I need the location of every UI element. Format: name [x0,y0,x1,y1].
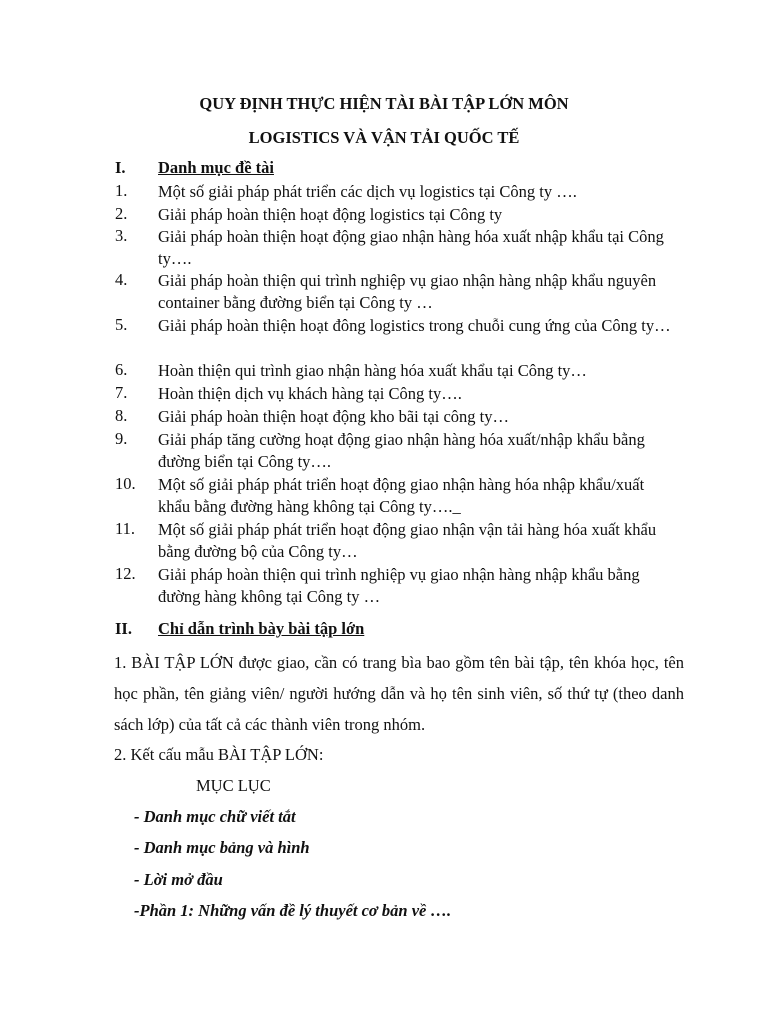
topic-item [115,360,680,382]
topic-item [115,315,680,337]
topic-text: Giải pháp hoàn thiện hoạt động giao nhận hàng hóa xuất nhập khẩu tại Công ty…. [158,227,664,268]
toc-item: - Lời mở đầu [134,870,223,889]
topic-text: Giải pháp tăng cường hoạt động giao nhận hàng hóa xuất/nhập khẩu bằng đường biển tại Công ty…. [158,430,645,471]
topic-item [115,406,680,428]
toc-item: - Danh mục bảng và hình [134,838,310,857]
topic-text: Một số giải pháp phát triển hoạt động giao nhận hàng hóa nhập khẩu/xuất khẩu bằng đường hàng không tại Công ty…._ [158,475,645,516]
topic-item [115,226,680,270]
topic-item [115,204,680,226]
topic-number: 6. [115,360,128,379]
title-line-1: QUY ĐỊNH THỰC HIỆN TÀI BÀI TẬP LỚN MÔN [199,94,569,113]
topic-item [115,270,680,314]
section-2-title: Chỉ dẫn trình bày bài tập lớn [158,619,365,638]
section-1-number: I. [115,158,126,177]
topic-number: 5. [115,315,128,334]
topic-item [115,519,680,563]
topic-item [115,181,680,203]
title-line-2: LOGISTICS VÀ VẬN TẢI QUỐC TẾ [248,128,520,147]
topic-text: Giải pháp hoàn thiện hoạt động logistics tại Công ty [158,205,503,224]
topic-number: 11. [115,519,136,538]
instruction-paragraph-1: 1. BÀI TẬP LỚN được giao, cần có trang bìa bao gồm tên bài tập, tên khóa học, tên học phần, tên giảng viên/ người hướng dẫn và họ tên sinh viên, số thứ tự (theo danh sách lớp) của tất cả các thành viên trong nhóm. [114,653,684,734]
topic-number: 12. [115,564,136,583]
section-2-heading [115,619,364,639]
topic-number: 1. [115,181,128,200]
section-1-heading [115,158,274,178]
topic-text: Giải pháp hoàn thiện qui trình nghiệp vụ giao nhận hàng nhập khẩu nguyên container bằng đường biển tại Công ty … [158,271,657,312]
topic-number: 10. [115,474,136,493]
topic-number: 3. [115,226,128,245]
section-1-title: Danh mục đề tài [158,158,274,177]
toc-item: - Danh mục chữ viết tắt [134,807,296,826]
topic-number: 9. [115,429,128,448]
topic-number: 4. [115,270,128,289]
topic-text: Hoàn thiện qui trình giao nhận hàng hóa xuất khẩu tại Công ty… [158,361,587,380]
topic-number: 8. [115,406,128,425]
topic-item [115,474,680,518]
topic-text: Hoàn thiện dịch vụ khách hàng tại Công ty…. [158,384,462,403]
topic-item [115,429,680,473]
topic-text: Giải pháp hoàn thiện hoạt động kho bãi tại công ty… [158,407,510,426]
instruction-paragraph-2: 2. Kết cấu mẫu BÀI TẬP LỚN: [114,745,324,764]
topic-text: Giải pháp hoàn thiện qui trình nghiệp vụ giao nhận hàng nhập khẩu bằng đường hàng không tại Công ty … [158,565,640,606]
section-2-number: II. [115,619,132,638]
toc-heading: MỤC LỤC [196,776,271,795]
toc-item: -Phần 1: Những vấn đề lý thuyết cơ bản về …. [134,901,452,920]
topic-number: 7. [115,383,128,402]
topic-number: 2. [115,204,128,223]
topic-text: Một số giải pháp phát triển các dịch vụ logistics tại Công ty …. [158,182,577,201]
topic-item [115,564,680,608]
topic-item [115,383,680,405]
topic-text: Giải pháp hoàn thiện hoạt đông logistics trong chuỗi cung ứng của Công ty… [158,316,671,335]
topic-text: Một số giải pháp phát triển hoạt động giao nhận vận tải hàng hóa xuất khẩu bằng đường bộ của Công ty… [158,520,657,561]
